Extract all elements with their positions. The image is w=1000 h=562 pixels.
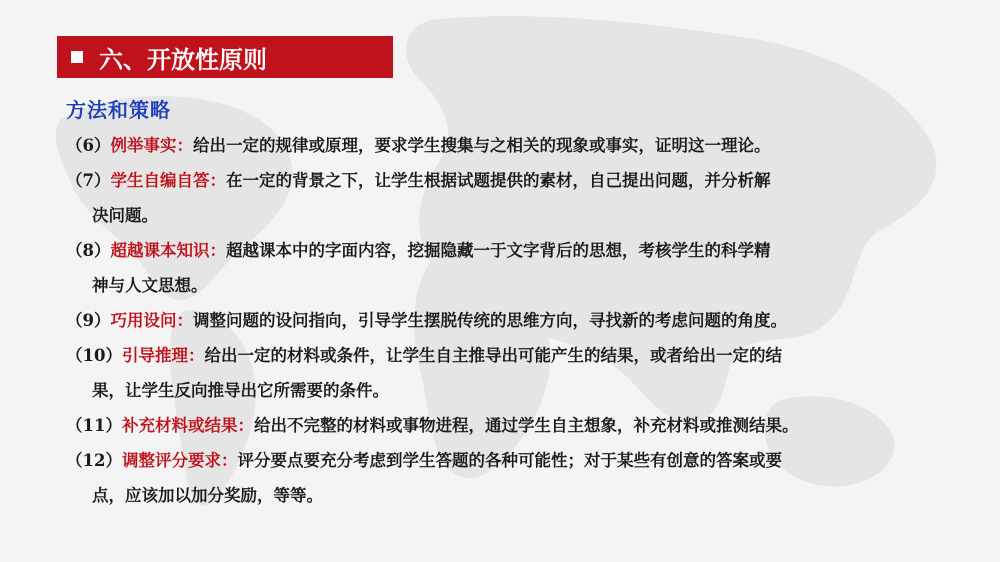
item-number: （7） [66,171,111,190]
section-title: 六、开放性原则 [99,45,267,74]
item-term: 学生自编自答： [110,171,226,190]
strategy-list [66,128,966,513]
item-text: 超越课本中的字面内容，挖掘隐藏一于文字背后的思想，考核学生的科学精 [225,241,771,260]
subtitle: 方法和策略 [66,98,171,122]
item-text: 给出一定的规律或原理，要求学生搜集与之相关的现象或事实，证明这一理论。 [192,136,771,155]
item-text-continued: 果，让学生反向推导出它所需要的条件。 [92,381,389,400]
item-text: 给出不完整的材料或事物进程，通过学生自主想象，补充材料或推测结果。 [253,416,799,435]
item-term: 巧用设问： [110,311,193,330]
item-number: （8） [66,241,111,260]
item-text-continued: 决问题。 [92,206,158,225]
item-term: 引导推理： [121,346,205,365]
item-number: （12） [66,451,122,470]
item-number: （6） [66,136,111,155]
item-text: 给出一定的材料或条件，让学生自主推导出可能产生的结果，或者给出一定的结 [204,346,782,365]
list-item [66,233,966,303]
item-text: 评分要点要充分考虑到学生答题的各种可能性；对于某些有创意的答案或要 [237,451,782,470]
item-number: （9） [66,311,111,330]
item-text: 在一定的背景之下，让学生根据试题提供的素材，自己提出问题，并分析解 [225,171,771,190]
list-item [66,338,966,408]
item-term: 调整评分要求： [121,451,238,470]
item-number: （10） [66,346,122,365]
section-title-bar [57,36,393,78]
item-text-continued: 神与人文思想。 [92,276,208,295]
item-term: 补充材料或结果： [121,416,254,435]
item-number: （11） [66,416,122,435]
list-item [66,408,966,443]
list-item [66,443,966,513]
item-term: 例举事实： [110,136,193,155]
list-item [66,128,966,163]
item-term: 超越课本知识： [110,241,226,260]
list-item [66,163,966,233]
item-text: 调整问题的设问指向，引导学生摆脱传统的思维方向，寻找新的考虑问题的角度。 [192,311,787,330]
square-bullet-icon [71,51,83,63]
list-item [66,303,966,338]
item-text-continued: 点，应该加以加分奖励，等等。 [92,486,323,505]
